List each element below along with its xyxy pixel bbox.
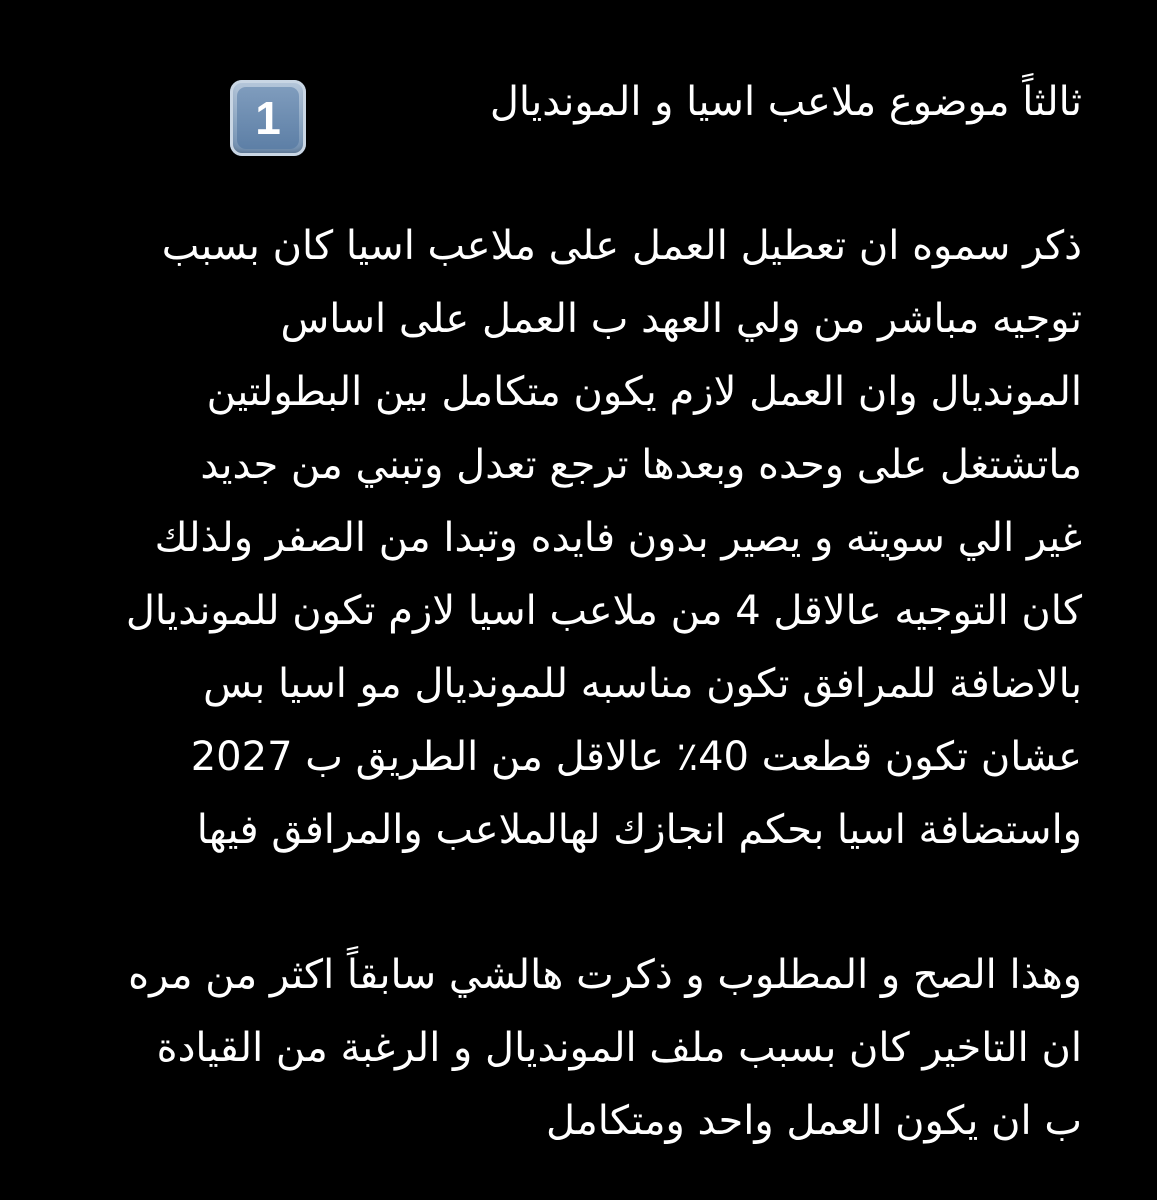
paragraph-line: ذكر سموه ان تعطيل العمل على ملاعب اسيا كان بسبب [161,223,1082,269]
paragraph-line: ب ان يكون العمل واحد ومتكامل [546,1098,1082,1144]
heading-title: ثالثاً موضوع ملاعب اسيا و المونديال [489,79,1082,125]
paragraph-line: ماتشتغل على وحده وبعدها ترجع تعدل وتبني من جديد [200,442,1082,488]
keycap-digit: 1 [237,87,299,149]
paragraph-line: ان التاخير كان بسبب ملف المونديال و الرغبة من القيادة [156,1025,1082,1071]
paragraph-line: وهذا الصح و المطلوب و ذكرت هالشي سابقاً اكثر من مره [128,952,1082,998]
paragraph-line: بالاضافة للمرافق تكون مناسبه للمونديال مو اسيا بس [203,661,1082,707]
document [70,60,1082,1158]
paragraph-1 [70,210,1082,867]
paragraph-line: غير الي سويته و يصير بدون فايده وتبدا من الصفر ولذلك [154,515,1082,561]
paragraph-line: كان التوجيه عالاقل 4 من ملاعب اسيا لازم تكون للمونديال [125,588,1082,634]
heading-row [70,60,1082,160]
paragraph-2 [70,939,1082,1158]
paragraph-line: المونديال وان العمل لازم يكون متكامل بين البطولتين [206,369,1082,415]
paragraph-line: توجيه مباشر من ولي العهد ب العمل على اساس [280,296,1082,342]
paragraph-line: واستضافة اسيا بحكم انجازك لهالملاعب والمرافق فيها [196,807,1082,853]
keycap-digit-one-icon [230,80,306,156]
paragraph-line: عشان تكون قطعت 40٪ عالاقل من الطريق ب 2027 [190,734,1082,780]
